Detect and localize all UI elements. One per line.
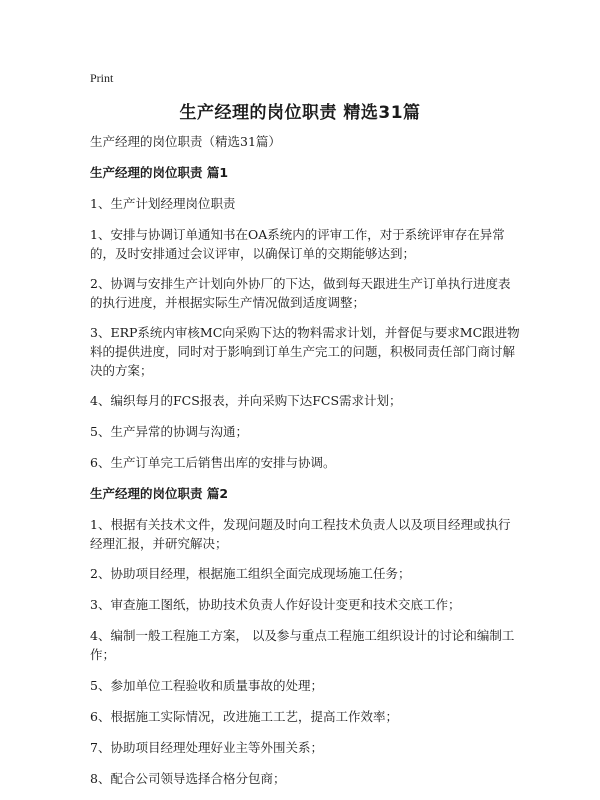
page-title: 生产经理的岗位职责 精选31篇 [179,103,421,123]
section-1-item-2: 2、协调与安排生产计划向外协厂的下达，做到每天跟进生产订单执行进度表的执行进度，并根据实际生产情况做到适度调整； [90,276,511,310]
document-subtitle: 生产经理的岗位职责（精选31篇） [90,134,281,149]
section-2-item-1: 2、协助项目经理，根据施工组织全面完成现场施工任务； [90,566,411,581]
section-2-item-6: 7、协助项目经理处理好业主等外围关系； [90,740,323,755]
section-2-item-7: 8、配合公司领导选择合格分包商； [90,771,286,786]
section-2-item-0: 1、根据有关技术文件，发现问题及时向工程技术负责人以及项目经理或执行经理汇报，并研究解决； [90,517,511,551]
section-1-item-6: 6、生产订单完工后销售出库的安排与协调。 [90,455,336,470]
section-1-item-3: 3、ERP系统内审核MC向采购下达的物料需求计划，并督促与要求MC跟进物料的提供进度，同时对于影响到订单生产完工的问题，积极同责任部门商讨解决的方案； [90,325,520,378]
section-2-item-2: 3、审查施工图纸，协助技术负责人作好设计变更和技术交底工作； [90,597,461,612]
section-heading-2: 生产经理的岗位职责 篇2 [90,486,229,501]
document-body [90,132,520,800]
print-link[interactable]: Print [90,71,114,85]
section-1-item-0: 1、生产计划经理岗位职责 [90,196,236,211]
section-2-item-4: 5、参加单位工程验收和质量事故的处理； [90,678,323,693]
section-1-item-5: 5、生产异常的协调与沟通； [90,424,248,439]
section-2-item-5: 6、根据施工实际情况，改进施工工艺，提高工作效率； [90,709,398,724]
section-2-item-3: 4、编制一般工程施工方案， 以及参与重点工程施工组织设计的讨论和编制工作； [90,628,515,662]
section-1-item-4: 4、编织每月的FCS报表，并向采购下达FCS需求计划； [90,393,402,408]
section-heading-1: 生产经理的岗位职责 篇1 [90,165,229,180]
section-1-item-1: 1、安排与协调订单通知书在OA系统内的评审工作，对于系统评审存在异常的，及时安排通过会议评审，以确保订单的交期能够达到； [90,227,505,261]
